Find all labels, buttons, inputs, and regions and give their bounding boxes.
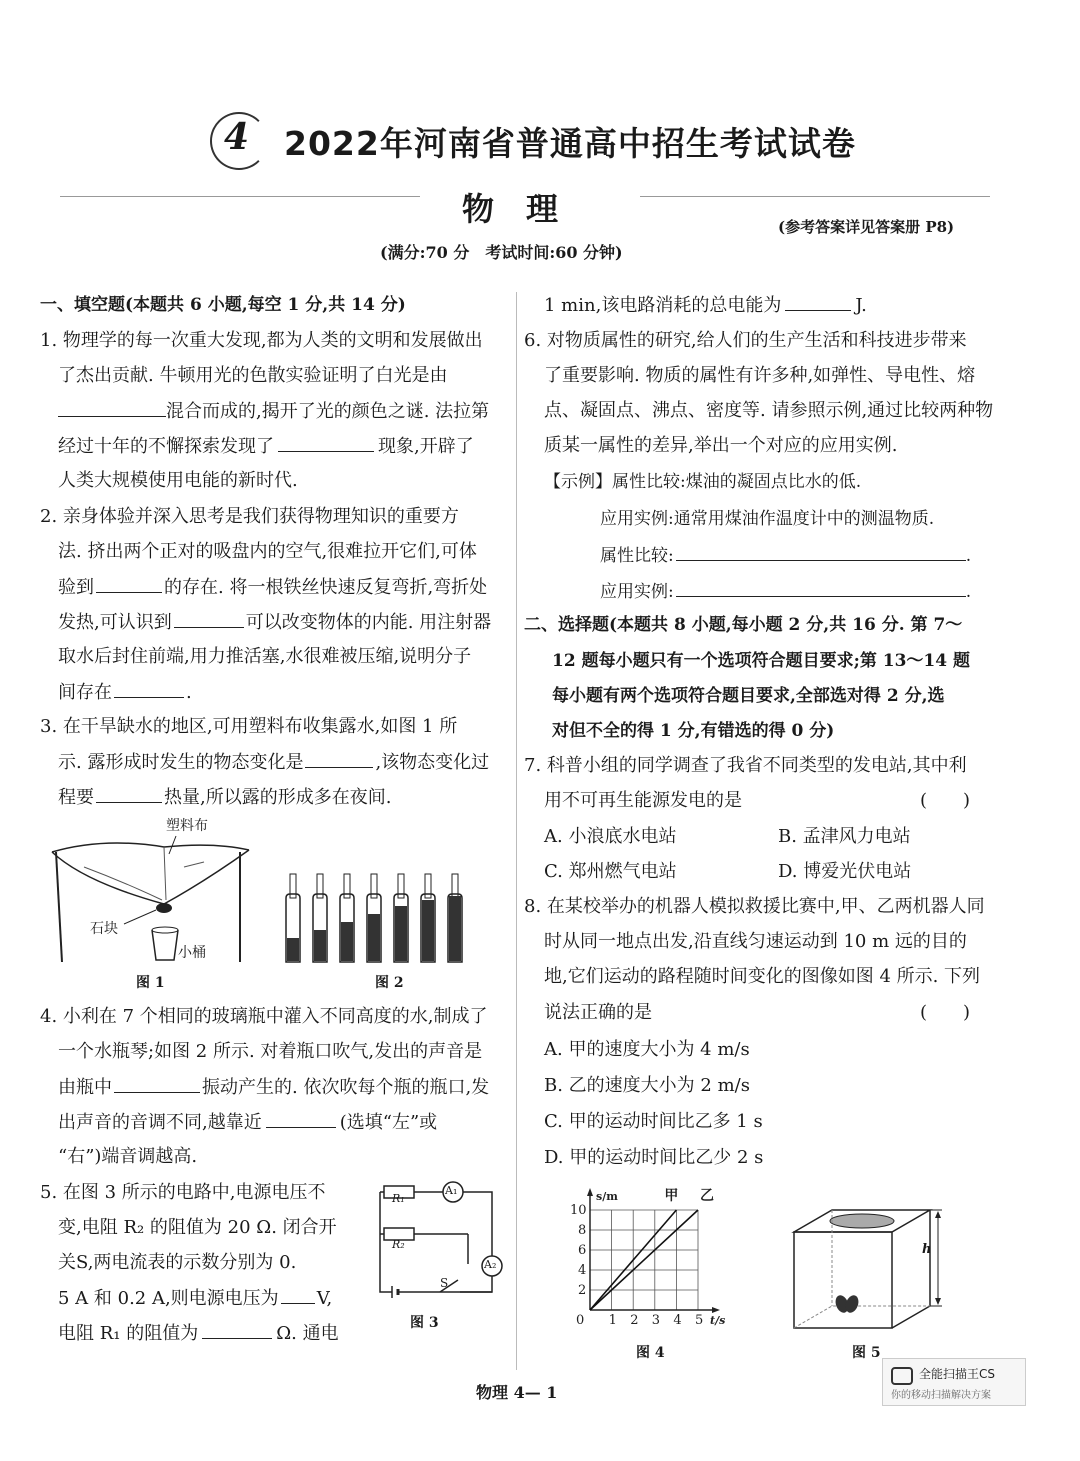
fig1-label-stone: 石块 (90, 921, 118, 937)
q1-line5: 人类大规模使用电能的新时代. (58, 470, 298, 491)
figure-3-circuit (340, 1174, 510, 1314)
fig3-label-a1: A₁ (445, 1184, 458, 1197)
bottle-6 (421, 874, 435, 962)
scanner-watermark (882, 1358, 1026, 1406)
section-2-line3: 每小题有两个选项符合题目要求,全部选对得 2 分,选 (552, 686, 945, 706)
series-line-yi (590, 1210, 698, 1310)
q8-line2: 时从同一地点出发,沿直线匀速运动到 10 m 远的目的 (544, 931, 967, 952)
q7-option-c[interactable]: C. 郑州燃气电站 (544, 861, 677, 882)
q5-line5: 电阻 R₁ 的阻值为 Ω. 通电 (58, 1323, 339, 1344)
q7-option-b[interactable]: B. 孟津风力电站 (778, 826, 911, 847)
bottle-3 (340, 874, 354, 962)
q2-line2: 法. 挤出两个正对的吸盘内的空气,很难拉开它们,可体 (58, 541, 477, 562)
q5-line2: 变,电阻 R₂ 的阻值为 20 Ω. 闭合开 (58, 1217, 337, 1238)
x-tick-label: 5 (695, 1313, 704, 1328)
y-tick-label: 4 (578, 1263, 587, 1278)
q6-answer-property: 属性比较: . (600, 546, 972, 566)
fig3-caption: 图 3 (410, 1315, 439, 1331)
q2-blank-3[interactable] (114, 681, 184, 698)
q4-line4: 出声音的音调不同,越靠近 (选填“左”或 (58, 1112, 438, 1133)
q1-blank-1[interactable] (58, 400, 166, 417)
q8-option-d[interactable]: D. 甲的运动时间比乙少 2 s (544, 1147, 764, 1168)
q3-line3: 程要 热量,所以露的形成多在夜间. (58, 787, 392, 808)
q6-example-app: 应用实例:通常用煤油作温度计中的测温物质. (600, 509, 935, 529)
q6-answer-app: 应用实例: . (600, 582, 972, 602)
bottle-7 (448, 874, 462, 962)
exam-title: 2022年河南省普通高中招生考试试卷 (284, 124, 856, 163)
section-2-line2: 12 题每小题只有一个选项符合题目要求;第 13～14 题 (552, 651, 971, 671)
q2-line4: 发热,可认识到 可以改变物体的内能. 用注射器 (58, 612, 492, 633)
q5-blank-3[interactable] (785, 294, 851, 311)
q7-line2: 用不可再生能源发电的是 (544, 790, 742, 811)
q2-blank-1[interactable] (96, 576, 162, 593)
q2-line1: 2. 亲身体验并深入思考是我们获得物理知识的重要方 (40, 506, 459, 527)
q6-example: 【示例】属性比较:煤油的凝固点比水的低. (544, 472, 862, 492)
q8-option-c[interactable]: C. 甲的运动时间比乙多 1 s (544, 1111, 763, 1132)
fig3-label-s: S (440, 1276, 449, 1290)
figure-2-water-bottles (280, 866, 500, 968)
figure-4-chart (556, 1180, 736, 1340)
y-axis-arrow (587, 1188, 593, 1196)
x-tick-label: 3 (651, 1313, 661, 1328)
butterfly (833, 1293, 860, 1314)
q5-line1: 5. 在图 3 所示的电路中,电源电压不 (40, 1182, 326, 1203)
q4-line5: “右”)端音调越高. (58, 1146, 198, 1167)
exam-meta: (满分:70 分 考试时间:60 分钟) (380, 243, 623, 262)
fig1-label-plastic: 塑料布 (166, 818, 208, 834)
q7-option-d[interactable]: D. 博爱光伏电站 (778, 861, 912, 882)
y-tick-label: 2 (578, 1283, 587, 1298)
paper-number: 4 (224, 116, 250, 158)
section-1-heading: 一、填空题(本题共 6 小题,每空 1 分,共 14 分) (40, 295, 406, 315)
y-tick-label: 10 (570, 1203, 587, 1218)
section-2-line4: 对但不全的得 1 分,有错选的得 0 分) (552, 721, 835, 741)
q8-option-a[interactable]: A. 甲的速度大小为 4 m/s (544, 1039, 750, 1060)
q1-line1: 1. 物理学的每一次重大发现,都为人类的文明和发展做出 (40, 330, 483, 351)
q2-line6: 间存在 . (58, 682, 192, 703)
fig3-label-a2: A₂ (484, 1258, 497, 1271)
q1-line2: 了杰出贡献. 牛顿用光的色散实验证明了白光是由 (58, 365, 448, 386)
fig4-caption: 图 4 (636, 1345, 665, 1361)
figure-5-box (780, 1200, 960, 1340)
subject-title: 物 理 (462, 190, 559, 228)
fig2-caption: 图 2 (375, 975, 404, 991)
header-rule-left (60, 196, 420, 197)
x-tick-label: 0 (576, 1313, 585, 1328)
bottle-4 (367, 874, 381, 962)
q1-line4: 经过十年的不懈探索发现了 现象,开辟了 (58, 436, 474, 457)
q7-option-a[interactable]: A. 小浪底水电站 (544, 826, 677, 847)
x-tick-label: 1 (608, 1313, 617, 1328)
q4-blank-1[interactable] (114, 1076, 200, 1093)
bottle-5 (394, 874, 408, 962)
fig3-label-r1: R₁ (392, 1192, 405, 1205)
q5-line3: 关S,两电流表的示数分别为 0. (58, 1252, 297, 1273)
x-tick-label: 4 (673, 1313, 682, 1328)
q4-line2: 一个水瓶琴;如图 2 所示. 对着瓶口吹气,发出的声音是 (58, 1041, 483, 1062)
q5-blank-1[interactable] (281, 1287, 315, 1304)
fig3-label-r2: R₂ (392, 1238, 405, 1251)
q3-line1: 3. 在干旱缺水的地区,可用塑料布收集露水,如图 1 所 (40, 716, 458, 737)
fig5-caption: 图 5 (852, 1345, 881, 1361)
q2-line3: 验到 的存在. 将一根铁丝快速反复弯折,弯折处 (58, 577, 488, 598)
q7-answer-bracket[interactable]: ( ) (920, 790, 971, 811)
q8-line1: 8. 在某校举办的机器人模拟救援比赛中,甲、乙两机器人同 (524, 896, 985, 917)
q6-line2: 了重要影响. 物质的属性有许多种,如弹性、导电性、熔 (544, 365, 976, 386)
q8-option-b[interactable]: B. 乙的速度大小为 2 m/s (544, 1075, 750, 1096)
series-label-yi: 乙 (700, 1188, 714, 1204)
q3-blank-1[interactable] (305, 751, 373, 768)
column-divider (516, 292, 517, 1370)
q5-blank-2[interactable] (202, 1322, 272, 1339)
section-2-line1: 二、选择题(本题共 8 小题,每小题 2 分,共 16 分. 第 7～ (524, 615, 963, 635)
q4-blank-2[interactable] (266, 1111, 336, 1128)
q6-blank-2[interactable] (676, 580, 966, 597)
q6-line4: 质某一属性的差异,举出一个对应的应用实例. (544, 435, 898, 456)
q4-line3: 由瓶中 振动产生的. 依次吹每个瓶的瓶口,发 (58, 1077, 490, 1098)
figure-1-dew-collector (44, 812, 264, 972)
q3-blank-2[interactable] (96, 786, 162, 803)
q8-line3: 地,它们运动的路程随时间变化的图像如图 4 所示. 下列 (544, 966, 981, 987)
q2-line5: 取水后封住前端,用力推活塞,水很难被压缩,说明分子 (58, 646, 472, 667)
q8-answer-bracket[interactable]: ( ) (920, 1002, 971, 1023)
q6-line1: 6. 对物质属性的研究,给人们的生产生活和科技进步带来 (524, 330, 967, 351)
y-axis-label: s/m (596, 1190, 618, 1203)
header-rule-right (640, 196, 990, 197)
watermark-line1: 全能扫描王CS (919, 1367, 995, 1381)
q6-line3: 点、凝固点、沸点、密度等. 请参照示例,通过比较两种物 (544, 400, 994, 421)
x-axis-arrow (712, 1307, 720, 1313)
q2-blank-2[interactable] (174, 611, 244, 628)
q1-blank-2[interactable] (278, 435, 374, 452)
watermark-line2: 你的移动扫描解决方案 (891, 1390, 991, 1401)
page-footer: 物理 4— 1 (476, 1383, 558, 1402)
q7-line1: 7. 科普小组的同学调查了我省不同类型的发电站,其中利 (524, 755, 967, 776)
bottle-1 (286, 874, 300, 962)
q5-continued: 1 min,该电路消耗的总电能为 J. (544, 295, 867, 316)
q6-blank-1[interactable] (676, 544, 966, 561)
y-tick-label: 6 (578, 1243, 587, 1258)
answer-reference: (参考答案详见答案册 P8) (778, 218, 955, 236)
y-tick-label: 8 (578, 1223, 587, 1238)
fig1-caption: 图 1 (136, 975, 165, 991)
x-tick-label: 2 (630, 1313, 639, 1328)
q3-line2: 示. 露形成时发生的物态变化是 ,该物态变化过 (58, 752, 490, 773)
series-label-jia: 甲 (664, 1188, 679, 1204)
q4-line1: 4. 小利在 7 个相同的玻璃瓶中灌入不同高度的水,制成了 (40, 1006, 488, 1027)
q5-line4: 5 A 和 0.2 A,则电源电压为 V, (58, 1288, 333, 1309)
fig5-label-h: h (922, 1242, 932, 1257)
scanner-logo-icon (891, 1367, 913, 1385)
q8-line4: 说法正确的是 (544, 1002, 652, 1023)
fig1-label-bucket: 小桶 (178, 945, 206, 961)
x-axis-label: t/s (710, 1314, 726, 1327)
q1-line3: 混合而成的,揭开了光的颜色之谜. 法拉第 (58, 400, 489, 423)
bottle-2 (313, 874, 327, 962)
